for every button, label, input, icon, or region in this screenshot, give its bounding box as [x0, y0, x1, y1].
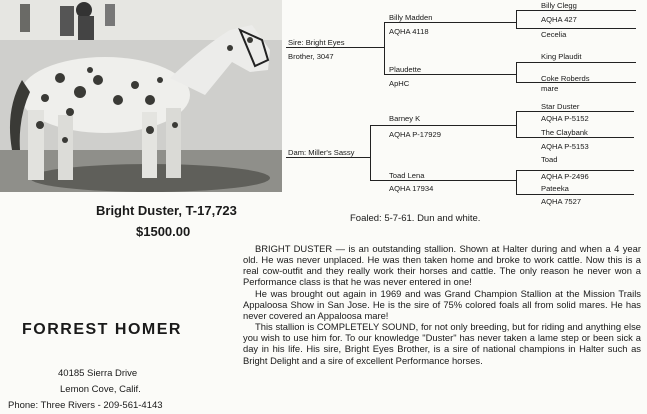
- ancestor-reg: AQHA P-2496: [541, 172, 589, 181]
- sire-dam-name: Plaudette: [389, 65, 422, 74]
- dam-sire-name: Barney K: [389, 114, 421, 123]
- owner-city: Lemon Cove, Calif.: [60, 384, 141, 395]
- dam-dam-reg: AQHA 17934: [389, 184, 434, 193]
- description-paragraph: BRIGHT DUSTER — is an outstanding stallion. Shown at Halter during and when a 4 year old. He was never unplaced. He was then taken home and broke to work cattle. Now this is a real cow-outfit and they really work their horses and cattle. The only reason he never won a Performance class is that he was never entered in one!: [243, 243, 641, 288]
- description: [243, 243, 641, 366]
- description-paragraph: This stallion is COMPLETELY SOUND, for not only breeding, but for riding and anything else you wish to use him for. To our knowledge "Duster" has never taken a lame step or been sick a day in his life. His sire, Bright Eyes Brother, is a sire of national champions in Halter such as Bright Delight and a sire of excellent Performance horses.: [243, 321, 641, 366]
- foaled-info: Foaled: 5-7-61. Dun and white.: [350, 213, 481, 224]
- ancestor-reg: AQHA P-5152: [541, 114, 589, 123]
- ancestor-reg: AQHA 427: [541, 15, 577, 24]
- ancestor-name: Toad: [541, 155, 558, 164]
- ancestor-reg: AQHA 7527: [541, 197, 582, 206]
- sire-name: Sire: Bright Eyes: [288, 38, 345, 47]
- ancestor-name: Cecelia: [541, 30, 567, 39]
- ancestor-name: The Claybank: [541, 128, 588, 137]
- ancestor-name: King Plaudit: [541, 52, 582, 61]
- ancestor-name: Billy Clegg: [541, 1, 577, 10]
- ancestor-reg: AQHA P-5153: [541, 142, 589, 151]
- dam-name: Dam: Miller's Sassy: [288, 148, 355, 157]
- sire-sire-reg: AQHA 4118: [389, 27, 429, 36]
- horse-photo: [0, 0, 282, 192]
- ancestor-name: Star Duster: [541, 102, 580, 111]
- ancestor-name: Coke Roberds: [541, 74, 590, 83]
- description-paragraph: He was brought out again in 1969 and was Grand Champion Stallion at the Mission Trails Appaloosa Show in San Jose. He is the sire of 75% colored foals all from solid mares. He has never covered an Appaloosa mare!: [243, 287, 641, 321]
- ancestor-note: mare: [541, 84, 559, 93]
- ancestor-name: Pateeka: [541, 184, 569, 193]
- horse-name-caption: Bright Duster, T-17,723: [96, 203, 237, 218]
- price: $1500.00: [136, 224, 191, 239]
- owner-phone: Phone: Three Rivers - 209-561-4143: [8, 400, 163, 411]
- dam-sire-reg: AQHA P-17929: [389, 130, 441, 139]
- owner-street: 40185 Sierra Drive: [58, 368, 138, 379]
- sire-sire-name: Billy Madden: [389, 13, 433, 22]
- sire-dam-reg: ApHC: [389, 79, 410, 88]
- owner-name: FORREST HOMER: [22, 321, 182, 338]
- sire-breed: Brother, 3047: [288, 52, 334, 61]
- dam-dam-name: Toad Lena: [389, 171, 425, 180]
